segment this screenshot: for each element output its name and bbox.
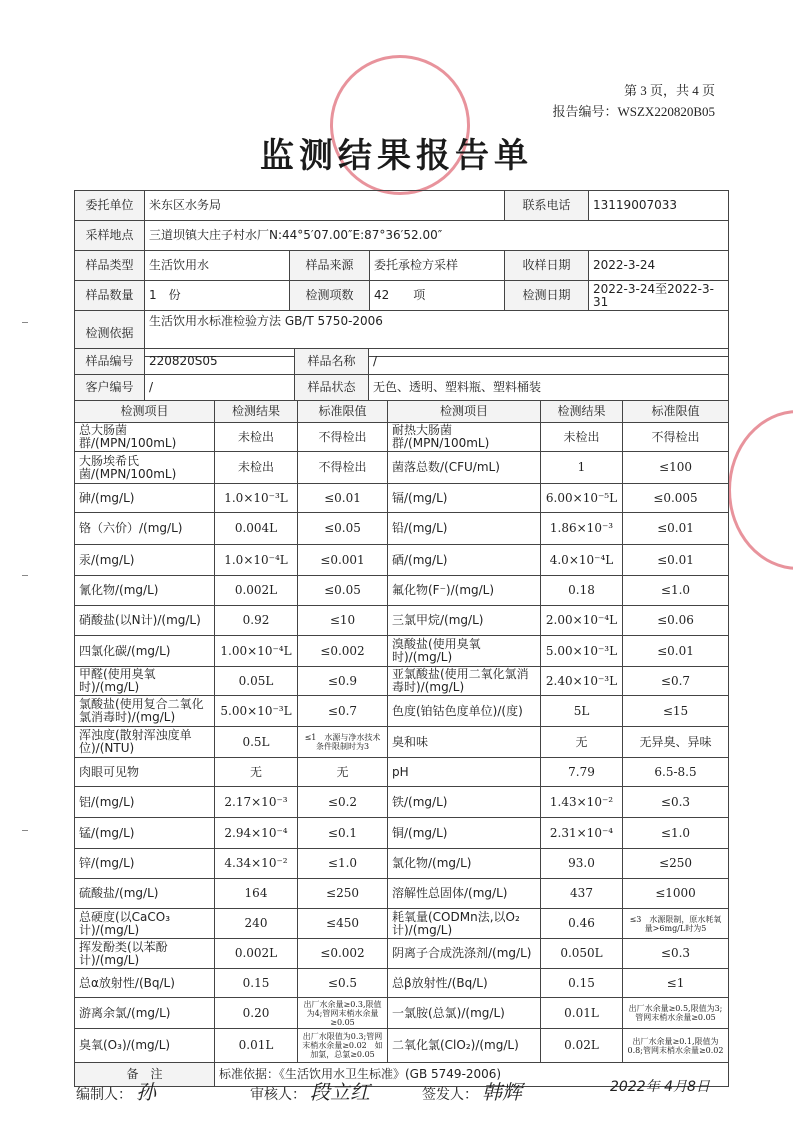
standard-limit: 出厂水余量≥0.1,限值为0.8;管网末梢水余量≥0.02 [623,1029,729,1063]
test-result: 0.004L [215,513,298,545]
test-result: 2.40×10⁻³L [541,667,623,696]
column-header: 检测结果 [215,401,298,423]
standard-limit: ≤3 水源限制，原水耗氧量>6mg/L时为5 [623,909,729,939]
qty-value: 1 份 [145,281,290,311]
standard-limit: ≤0.06 [623,606,729,636]
standard-limit: ≤100 [623,452,729,484]
test-result: 0.002L [215,576,298,606]
test-item: 甲醛(使用臭氧时)/(mg/L) [75,667,215,696]
items-label: 检测项数 [290,281,370,311]
test-item: 挥发酚类(以苯酚计)/(mg/L) [75,939,215,969]
reviewer-handwritten: 段立红 [310,1080,370,1104]
test-result: 5.00×10⁻³L [541,636,623,667]
standard-limit: ≤0.3 [623,939,729,969]
result-row [75,484,729,513]
test-item: 臭氧(O₃)/(mg/L) [75,1029,215,1063]
standard-limit: ≤250 [298,879,388,909]
standard-limit: ≤0.01 [298,484,388,513]
standard-limit: ≤0.05 [298,576,388,606]
test-result: 0.15 [215,969,298,998]
result-row [75,727,729,758]
sample-table [74,348,729,401]
result-row [75,787,729,818]
test-result: 4.34×10⁻² [215,849,298,879]
column-header: 标准限值 [298,401,388,423]
standard-limit: ≤1.0 [623,818,729,849]
standard-limit: 不得检出 [623,423,729,452]
test-item: 二氧化氯(ClO₂)/(mg/L) [388,1029,541,1063]
test-result: 164 [215,879,298,909]
test-item: 阴离子合成洗涤剂/(mg/L) [388,939,541,969]
issuer-signature [422,1076,522,1105]
type-label: 样品类型 [75,251,145,281]
test-result: 未检出 [215,452,298,484]
standard-limit: ≤0.001 [298,545,388,576]
test-item: 锰/(mg/L) [75,818,215,849]
binding-mark [22,830,28,831]
customer-no-label: 客户编号 [75,375,145,401]
result-row [75,576,729,606]
remark-label: 备 注 [75,1063,215,1087]
standard-limit: ≤0.002 [298,939,388,969]
result-row [75,545,729,576]
test-item: 耗氧量(CODMn法,以O₂计)/(mg/L) [388,909,541,939]
sample-state-label: 样品状态 [295,375,369,401]
date-value: 2022-3-24至2022-3-31 [589,281,729,311]
qty-label: 样品数量 [75,281,145,311]
test-result: 437 [541,879,623,909]
result-row [75,667,729,696]
result-row [75,696,729,727]
site-label: 采样地点 [75,221,145,251]
standard-limit: ≤450 [298,909,388,939]
page-info [552,80,715,122]
test-result: 1.00×10⁻⁴L [215,636,298,667]
source-value: 委托承检方采样 [370,251,505,281]
official-seal-stamp-edge [728,410,793,570]
test-result: 0.05L [215,667,298,696]
test-result: 无 [215,758,298,787]
editor-handwritten: 孙 [136,1080,156,1104]
standard-limit: ≤0.2 [298,787,388,818]
column-header: 标准限值 [623,401,729,423]
standard-limit: ≤10 [298,606,388,636]
basis-value: 生活饮用水标准检验方法 GB/T 5750-2006 [145,311,729,357]
test-item: 硫酸盐/(mg/L) [75,879,215,909]
test-item: 总硬度(以CaCO₃计)/(mg/L) [75,909,215,939]
standard-limit: 6.5-8.5 [623,758,729,787]
test-item: 溴酸盐(使用臭氧时)/(mg/L) [388,636,541,667]
test-result: 5.00×10⁻³L [215,696,298,727]
phone-label: 联系电话 [505,191,589,221]
test-item: 游离余氯/(mg/L) [75,998,215,1029]
standard-limit: ≤0.01 [623,636,729,667]
test-result: 240 [215,909,298,939]
test-result: 0.18 [541,576,623,606]
test-result: 0.002L [215,939,298,969]
sign-date: 2022年 4月8日 [610,1079,710,1095]
test-item: 浑浊度(散射浑浊度单位)/(NTU) [75,727,215,758]
sample-no-label: 样品编号 [75,349,145,375]
column-header: 检测项目 [388,401,541,423]
result-row [75,758,729,787]
test-result: 0.20 [215,998,298,1029]
test-result: 2.31×10⁻⁴ [541,818,623,849]
standard-limit: 出厂水余量≥0.3,限值为4;管网末梢水余量≥0.05 [298,998,388,1029]
page-title: 监测结果报告单 [260,136,533,176]
sample-name-label: 样品名称 [295,349,369,375]
test-result: 1.86×10⁻³ [541,513,623,545]
report-number: 报告编号：WSZX220820B05 [552,104,715,119]
sample-no-value: 220820S05 [145,349,295,375]
test-item: pH [388,758,541,787]
result-row [75,849,729,879]
standard-limit: ≤0.7 [298,696,388,727]
test-result: 5L [541,696,623,727]
standard-limit: ≤0.1 [298,818,388,849]
test-item: 锌/(mg/L) [75,849,215,879]
test-item: 总β放射性/(Bq/L) [388,969,541,998]
result-row [75,909,729,939]
client-label: 委托单位 [75,191,145,221]
reviewer-label: 审核人： [250,1087,306,1103]
standard-limit: ≤0.7 [623,667,729,696]
test-result: 无 [541,727,623,758]
sample-name-value: / [369,349,729,375]
binding-mark [22,322,28,323]
test-result: 2.00×10⁻⁴L [541,606,623,636]
test-item: 镉/(mg/L) [388,484,541,513]
result-row [75,636,729,667]
column-header: 检测结果 [541,401,623,423]
sample-state-value: 无色、透明、塑料瓶、塑料桶装 [369,375,729,401]
type-value: 生活饮用水 [145,251,290,281]
test-item: 铝/(mg/L) [75,787,215,818]
test-item: 臭和味 [388,727,541,758]
basis-label: 检测依据 [75,311,145,357]
standard-limit: 无异臭、异味 [623,727,729,758]
result-row [75,513,729,545]
test-result: 0.5L [215,727,298,758]
test-result: 1.0×10⁻³L [215,484,298,513]
test-item: 总大肠菌群/(MPN/100mL) [75,423,215,452]
standard-limit: ≤1000 [623,879,729,909]
test-result: 93.0 [541,849,623,879]
result-row [75,818,729,849]
test-result: 2.17×10⁻³ [215,787,298,818]
info-table [74,190,729,357]
editor-signature [76,1076,156,1105]
test-item: 硝酸盐(以N计)/(mg/L) [75,606,215,636]
result-row [75,969,729,998]
test-result: 未检出 [541,423,623,452]
test-result: 0.01L [215,1029,298,1063]
standard-limit: ≤0.5 [298,969,388,998]
test-item: 汞/(mg/L) [75,545,215,576]
test-item: 砷/(mg/L) [75,484,215,513]
recv-value: 2022-3-24 [589,251,729,281]
test-result: 0.02L [541,1029,623,1063]
standard-limit: ≤1 [623,969,729,998]
issuer-label: 签发人： [422,1087,478,1103]
standard-limit: 出厂水限值为0.3;管网末梢水余量≥0.02 如加氯，总氯≥0.05 [298,1029,388,1063]
site-value: 三道坝镇大庄子村水厂N:44°5′07.00″E:87°36′52.00″ [145,221,729,251]
standard-limit: ≤0.9 [298,667,388,696]
standard-limit: ≤1.0 [298,849,388,879]
page-number: 第 3 页，共 4 页 [623,83,715,98]
standard-limit: 不得检出 [298,423,388,452]
result-row [75,452,729,484]
test-item: 肉眼可见物 [75,758,215,787]
test-item: 耐热大肠菌群/(MPN/100mL) [388,423,541,452]
client-value: 米东区水务局 [145,191,505,221]
test-item: 四氯化碳/(mg/L) [75,636,215,667]
test-item: 铅/(mg/L) [388,513,541,545]
test-item: 总α放射性/(Bq/L) [75,969,215,998]
test-item: 铬（六价）/(mg/L) [75,513,215,545]
result-row [75,606,729,636]
test-result: 6.00×10⁻⁵L [541,484,623,513]
remark-value: 标准依据：《生活饮用水卫生标准》(GB 5749-2006) [215,1063,729,1087]
standard-limit: ≤1 水源与净水技术条件限制时为3 [298,727,388,758]
test-result: 1.43×10⁻² [541,787,623,818]
date-label: 检测日期 [505,281,589,311]
result-row [75,998,729,1029]
test-result: 4.0×10⁻⁴L [541,545,623,576]
standard-limit: ≤250 [623,849,729,879]
test-item: 氟化物(F⁻)/(mg/L) [388,576,541,606]
results-header-row [75,401,729,423]
test-item: 溶解性总固体/(mg/L) [388,879,541,909]
official-seal-stamp [317,42,483,208]
test-item: 色度(铂钴色度单位)/(度) [388,696,541,727]
standard-limit: ≤0.002 [298,636,388,667]
test-item: 氰化物/(mg/L) [75,576,215,606]
test-result: 1 [541,452,623,484]
customer-no-value: / [145,375,295,401]
standard-limit: ≤0.005 [623,484,729,513]
test-result: 0.050L [541,939,623,969]
test-result: 未检出 [215,423,298,452]
test-item: 菌落总数/(CFU/mL) [388,452,541,484]
test-item: 铁/(mg/L) [388,787,541,818]
test-result: 1.0×10⁻⁴L [215,545,298,576]
items-value: 42 项 [370,281,505,311]
test-result: 0.01L [541,998,623,1029]
test-item: 硒/(mg/L) [388,545,541,576]
test-item: 氯化物/(mg/L) [388,849,541,879]
result-row [75,423,729,452]
phone-value: 13119007033 [589,191,729,221]
binding-mark [22,575,28,576]
standard-limit: ≤1.0 [623,576,729,606]
result-row [75,939,729,969]
test-result: 0.46 [541,909,623,939]
standard-limit: 不得检出 [298,452,388,484]
test-result: 2.94×10⁻⁴ [215,818,298,849]
standard-limit: ≤0.01 [623,545,729,576]
test-item: 三氯甲烷/(mg/L) [388,606,541,636]
test-result: 0.92 [215,606,298,636]
test-result: 7.79 [541,758,623,787]
standard-limit: ≤0.01 [623,513,729,545]
standard-limit: 出厂水余量≥0.5,限值为3;管网末梢水余量≥0.05 [623,998,729,1029]
test-item: 铜/(mg/L) [388,818,541,849]
test-item: 亚氯酸盐(使用二氧化氯消毒时)/(mg/L) [388,667,541,696]
standard-limit: ≤15 [623,696,729,727]
test-item: 大肠埃希氏菌/(MPN/100mL) [75,452,215,484]
source-label: 样品来源 [290,251,370,281]
results-table [74,400,729,1087]
test-item: 一氯胺(总氯)/(mg/L) [388,998,541,1029]
result-row [75,1029,729,1063]
test-result: 0.15 [541,969,623,998]
standard-limit: ≤0.05 [298,513,388,545]
recv-label: 收样日期 [505,251,589,281]
editor-label: 编制人： [76,1087,132,1103]
standard-limit: 无 [298,758,388,787]
result-row [75,879,729,909]
standard-limit: ≤0.3 [623,787,729,818]
issuer-handwritten: 韩辉 [482,1080,522,1104]
test-item: 氯酸盐(使用复合二氧化氯消毒时)/(mg/L) [75,696,215,727]
reviewer-signature [250,1076,370,1105]
column-header: 检测项目 [75,401,215,423]
